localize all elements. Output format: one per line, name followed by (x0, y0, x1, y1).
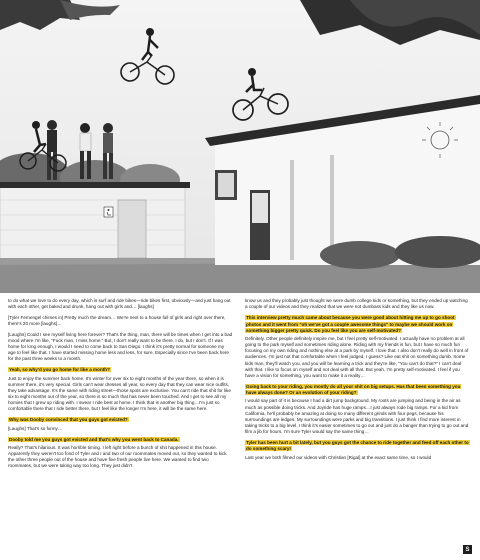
interview-answer-paragraph: to do what we love to do every day, which is surf and ride bikes—ride bikes first, obviously—and just hang out with each other, get baked and drunk, hang out with girls and… [laughs] (8, 298, 231, 310)
article-body (8, 298, 470, 553)
interview-answer-paragraph: Definitely. Other people definitely inspire me, but I feel pretty self-motivated. I actually have no problem at all going to the park myself and sometimes riding alone. Riding with my friends is fun, but I have so much fun focusing on my own riding and nothing else at a park by myself. I love that. I also don't really do well in front of audiences. I'm just not that comfortable when I feel judged, I guess? Like eat shit on something dumb. Some kids man, they'll watch you, and you will be learning a trick and they're like, "You can't do that?" I can't deal with that. I like to focus on myself and not deal with all that. But yeah, I'm pretty self-motivated. I feel if you have a vision for something, you want to make it a reality… (245, 336, 469, 378)
interview-question (245, 440, 470, 453)
interview-question (8, 417, 233, 423)
interview-question (8, 437, 233, 443)
article-column-right (245, 298, 470, 553)
interview-question-text: This interview pretty much came about because you were good about hitting me up to go shoot photos and it went from "oh we've got a couple awesome things" to maybe we should work on something bigger pretty quick. Do you feel like you are self-motivated? (246, 315, 455, 333)
interview-question-text: Going back to your riding, you mostly do all your shit on big setups. Has that been something you have always done? Or an evolution of your riding? (246, 383, 461, 396)
interview-answer-paragraph: [Tyler Fernengel chimes in] Pretty much the dream… We're next to a house full of girls and right over there, there's 20 more [laughs]… (8, 315, 226, 327)
page-number: S (463, 545, 472, 554)
interview-answer-paragraph: [Laughs] That's so funny… (8, 425, 63, 431)
interview-question-text: Tyler has been hurt a bit lately, but you guys got the chance to ride together and feed off each other to do something scary! (246, 439, 469, 452)
interview-answer-paragraph: Just to enjoy the summer back home. It's winter for over six to eight months of the year there, so when it is summer there, it's very special. Girls can't wear dresses all year, so every day that they can wear nice outfits, they take advantage. It's the same with riding street—those spots are exclusive. You can't ride that shit for like six to eight months out of the year, so there is so much that has never been touched. And I get to see all my homies that I grew up riding with. I swear I ride best at home. I think that is another big thing…I'm just so comfortable there that I ride better there, but I feel like the longer I'm here, it will be the same here. (8, 375, 231, 412)
interview-question-text: Yeah, so why'd you go home for like a month? (9, 367, 110, 373)
interview-answer-paragraph: know us and they probably just thought we were dumb college kids or something, but they ended up watching a couple of our videos and they realized that we were not dumbass kids and they like us now. (245, 298, 468, 310)
interview-question-text: Dooby told me you guys got evicted and that's why you went back to Canada. (9, 436, 179, 442)
interview-answer-paragraph: [Laughs] Could I see myself living here forever? That's the thing, man, there will be times when I get into a bad mood where I'm like, "Fuck man, I miss home." But, I don't really want to be there. I do, but I don't. If I was home for long enough, I would I need to come back to San Diego. I think it's pretty normal for someone my age to feel like that. I have started missing home less and less, for sure. Especially since I've been back here for the past three weeks to a month. (8, 332, 233, 362)
accessibility-sign-icon (104, 207, 113, 217)
interview-answer-paragraph: Really? That's hilarious. It was horrible timing. I left right before a bunch of shit happened in this house. Apparently they weren't too fond of Tyler and I and two of our roommates moved out, so they wanted to kick the other three people out of the house and have five fresh people live here. We wanted to find two roommates, but we were taking way too long. They just didn't (8, 444, 227, 469)
article-column-left (8, 298, 233, 553)
interview-answer-paragraph: Last year we both filmed our videos with Christian [Rigal] at the exact same time, so I would (245, 454, 432, 460)
interview-question (245, 315, 470, 334)
interview-question-text: Why was Dooby convinced that you guys got evicted? (9, 417, 128, 423)
interview-question (245, 384, 470, 397)
interview-answer-paragraph: I would say part of it is because I had a dirt jump background. My roots are jumping and being in the air as much as possible doing tricks. And Joyride has huge ramps…I just always rode big ramps. For a kid from California, he'll probably be amazing at doing so many different grinds with four pegs, because his surroundings are ledges. My surroundings were parks and big transitions. I just think I find more interest in taking tricks to a big level. I think it's easier sometimes to go out and just do a banger than trying to go out and film a jib for hours. I'm sure Tyler would say the same thing… (245, 398, 469, 434)
interview-question (8, 367, 233, 373)
